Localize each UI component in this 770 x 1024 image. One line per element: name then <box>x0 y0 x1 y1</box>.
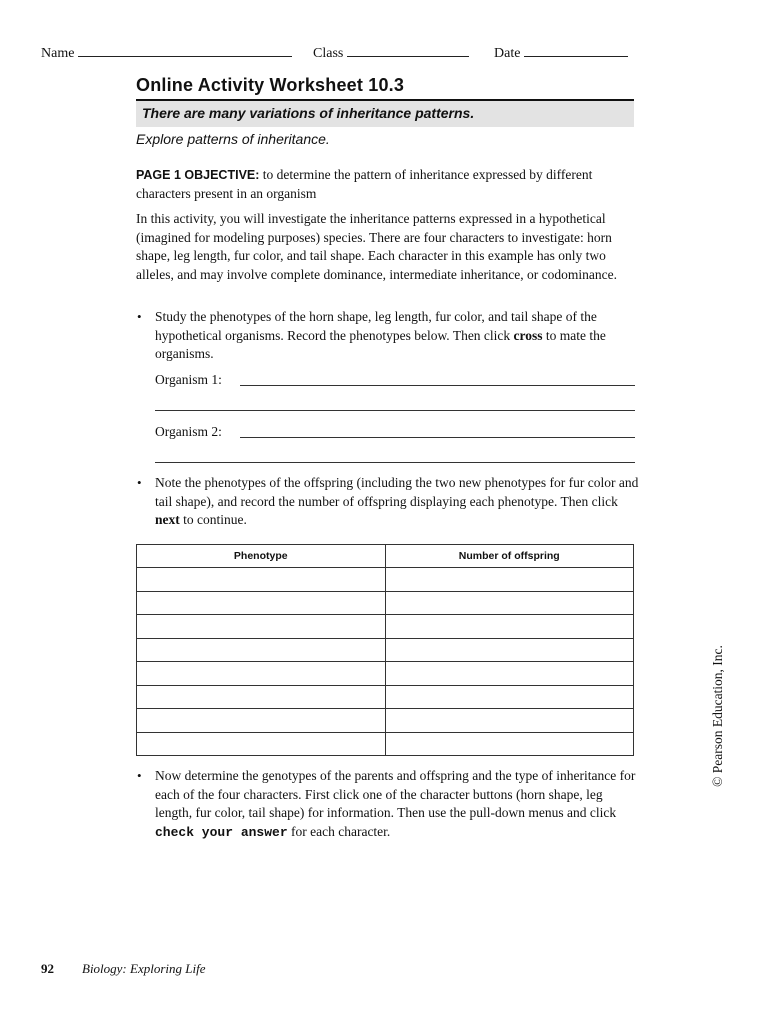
banner-text: There are many variations of inheritance patterns. <box>142 105 475 121</box>
phenotype-cell[interactable] <box>137 638 386 662</box>
bullet-1-text: Study the phenotypes of the horn shape, leg length, fur color, and tail shape of the hypothetical organisms. Record the phenotypes below. Then click <box>155 309 597 343</box>
bullet-1-tail: to mate the organisms. <box>155 327 606 362</box>
table-row <box>137 615 634 639</box>
count-cell[interactable] <box>385 662 634 686</box>
check-answer-keyword: check your answer <box>155 824 288 840</box>
phenotype-cell[interactable] <box>137 591 386 615</box>
table-row <box>137 568 634 592</box>
objective-paragraph <box>136 166 636 203</box>
organism-1-row <box>155 372 635 392</box>
phenotype-cell[interactable] <box>137 732 386 756</box>
intro-paragraph: In this activity, you will investigate the inheritance patterns expressed in a hypothetical (imagined for modeling purposes) species. There are four characters to investigate: horn shape, leg length, fur color, and tail shape. Each character in this example has only two alleles, and may involve complete dominance, intermediate inheritance, or codominance. <box>136 211 617 282</box>
phenotype-cell[interactable] <box>137 568 386 592</box>
table-row <box>137 732 634 756</box>
organism-1-label: Organism 1: <box>155 372 222 387</box>
bullet-marker: • <box>137 309 142 324</box>
count-cell[interactable] <box>385 615 634 639</box>
subtitle: Explore patterns of inheritance. <box>136 131 330 147</box>
organism-1-blank[interactable] <box>240 385 635 386</box>
table-row <box>137 638 634 662</box>
organism-2-continuation <box>155 449 635 469</box>
objective-label: PAGE 1 OBJECTIVE: <box>136 168 260 182</box>
class-label: Class <box>313 46 344 61</box>
class-field <box>313 43 469 63</box>
table-row <box>137 685 634 709</box>
phenotype-cell[interactable] <box>137 685 386 709</box>
count-cell[interactable] <box>385 732 634 756</box>
offspring-count-header: Number of offspring <box>385 545 634 568</box>
worksheet-title: Online Activity Worksheet 10.3 <box>136 75 405 95</box>
table-row <box>137 591 634 615</box>
bullet-3-tail: for each character. <box>287 823 391 839</box>
phenotype-cell[interactable] <box>137 662 386 686</box>
count-cell[interactable] <box>385 638 634 662</box>
organism-2-row <box>155 424 635 444</box>
date-field <box>494 43 628 63</box>
phenotype-header: Phenotype <box>137 545 386 568</box>
phenotype-cell[interactable] <box>137 615 386 639</box>
cross-keyword: cross <box>513 327 543 343</box>
table-row <box>137 662 634 686</box>
date-label: Date <box>494 46 521 61</box>
count-cell[interactable] <box>385 709 634 733</box>
organism-2-blank[interactable] <box>240 437 635 438</box>
organism-2-label: Organism 2: <box>155 424 222 439</box>
organism-2-blank-2[interactable] <box>155 462 635 463</box>
organism-1-continuation <box>155 397 635 417</box>
bullet-2 <box>155 474 640 530</box>
bullet-marker: • <box>137 475 142 490</box>
table-header-row <box>137 545 634 568</box>
count-cell[interactable] <box>385 685 634 709</box>
count-cell[interactable] <box>385 568 634 592</box>
class-blank[interactable] <box>347 43 469 57</box>
page-number: 92 <box>41 961 54 976</box>
name-field <box>41 43 292 63</box>
bullet-2-text: Note the phenotypes of the offspring (including the two new phenotypes for fur color and tail shape), and record the number of offspring displaying each phenotype. Then click <box>155 475 639 509</box>
phenotype-cell[interactable] <box>137 709 386 733</box>
objective-text: to determine the pattern of inheritance expressed by different characters present in an organism <box>136 167 593 201</box>
copyright-notice: © Pearson Education, Inc. <box>710 645 725 787</box>
name-label: Name <box>41 46 75 61</box>
book-title: Biology: Exploring Life <box>82 961 206 976</box>
name-blank[interactable] <box>78 43 292 57</box>
date-blank[interactable] <box>524 43 628 57</box>
count-cell[interactable] <box>385 591 634 615</box>
next-keyword: next <box>155 512 180 528</box>
bullet-marker: • <box>137 768 142 783</box>
bullet-2-tail: to continue. <box>179 512 247 528</box>
bullet-1 <box>155 308 640 364</box>
bullet-3-text: Now determine the genotypes of the parents and offspring and the type of inheritance for each of the four characters. First click one of the character buttons (horn shape, leg length, fur color, tail shape) for information. Then use the pull-down menus and click <box>155 768 636 821</box>
title-banner <box>136 99 634 127</box>
offspring-table <box>136 544 634 756</box>
organism-1-blank-2[interactable] <box>155 410 635 411</box>
table-row <box>137 709 634 733</box>
bullet-3 <box>155 767 640 842</box>
